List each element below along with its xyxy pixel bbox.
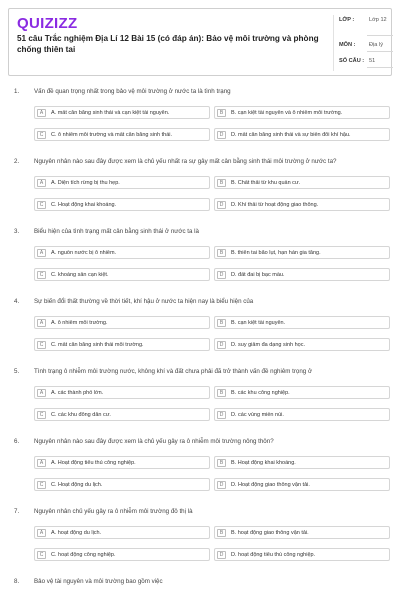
- option-letter: D: [217, 411, 226, 419]
- subject-label: MÔN :: [339, 42, 356, 48]
- count-value: 51: [369, 58, 376, 64]
- option-c[interactable]: [34, 338, 210, 351]
- question-text: Nguyên nhân nào sau đây được xem là chủ yếu nhất ra sự gây mất cân bằng sinh thái môi trường ở nước ta?: [34, 158, 337, 165]
- class-underline: [367, 35, 393, 36]
- option-b[interactable]: [214, 386, 390, 399]
- subject-value: Địa lý: [369, 42, 383, 48]
- class-value: Lớp 12: [369, 17, 387, 23]
- option-d[interactable]: [214, 128, 390, 141]
- option-text: A. Hoạt động tiểu thủ công nghiệp.: [51, 460, 136, 466]
- question-text: Bảo vệ tài nguyên và môi trường bao gồm việc: [34, 578, 163, 585]
- option-text: D. hoạt động tiểu thủ công nghiệp.: [231, 552, 316, 558]
- option-text: A. hoạt động du lịch.: [51, 530, 102, 536]
- option-letter: B: [217, 249, 226, 257]
- option-text: D. Hoạt động giao thông vận tải.: [231, 482, 310, 488]
- option-letter: C: [37, 271, 46, 279]
- option-letter: C: [37, 341, 46, 349]
- option-a[interactable]: [34, 526, 210, 539]
- option-text: A. nguồn nước bị ô nhiễm.: [51, 250, 117, 256]
- quizizz-logo[interactable]: QUIZIZZ: [17, 15, 78, 32]
- option-text: C. mất cân bằng sinh thái môi trường.: [51, 342, 144, 348]
- option-letter: A: [37, 179, 46, 187]
- option-b[interactable]: [214, 246, 390, 259]
- question-number: 4.: [14, 298, 20, 305]
- option-text: D. Khí thải từ hoạt động giao thông.: [231, 202, 319, 208]
- subject-underline: [367, 51, 393, 52]
- question-number: 3.: [14, 228, 20, 235]
- question-number: 1.: [14, 88, 20, 95]
- question-text: Vấn đề quan trọng nhất trong bảo vệ môi trường ở nước ta là tình trạng: [34, 88, 231, 95]
- option-text: D. suy giảm đa dạng sinh học.: [231, 342, 305, 348]
- option-d[interactable]: [214, 338, 390, 351]
- question-text: Sự biến đổi thất thường về thời tiết, khí hậu ở nước ta hiện nay là biểu hiện của: [34, 298, 254, 305]
- option-c[interactable]: [34, 128, 210, 141]
- option-letter: D: [217, 131, 226, 139]
- question-number: 5.: [14, 368, 20, 375]
- meta-divider: [333, 15, 334, 71]
- option-text: A. mất cân bằng sinh thái và cạn kiệt tài nguyên.: [51, 110, 170, 116]
- option-letter: D: [217, 481, 226, 489]
- option-b[interactable]: [214, 456, 390, 469]
- option-a[interactable]: [34, 246, 210, 259]
- question-number: 7.: [14, 508, 20, 515]
- option-letter: C: [37, 481, 46, 489]
- option-letter: A: [37, 319, 46, 327]
- option-a[interactable]: [34, 106, 210, 119]
- option-text: C. hoạt động công nghiệp.: [51, 552, 116, 558]
- option-d[interactable]: [214, 478, 390, 491]
- option-text: C. các khu đông dân cư.: [51, 412, 111, 418]
- option-c[interactable]: [34, 478, 210, 491]
- option-letter: A: [37, 529, 46, 537]
- option-text: D. đất đai bị bạc màu.: [231, 272, 285, 278]
- option-b[interactable]: [214, 526, 390, 539]
- option-text: A. Diện tích rừng bị thu hẹp.: [51, 180, 120, 186]
- worksheet-title: 51 câu Trắc nghiệm Địa Lí 12 Bài 15 (có đáp án): Bảo vệ môi trường và phòng chống thiên tai: [17, 34, 319, 54]
- question-text: Tình trạng ô nhiễm môi trường nước, không khí và đất chưa phải đã trở thành vấn đề nghiêm trọng ở: [34, 368, 313, 375]
- option-text: B. thiên tai bão lụt, hạn hán gia tăng.: [231, 250, 321, 256]
- option-c[interactable]: [34, 198, 210, 211]
- option-a[interactable]: [34, 456, 210, 469]
- option-letter: A: [37, 249, 46, 257]
- option-d[interactable]: [214, 408, 390, 421]
- option-text: B. cạn kiệt tài nguyên.: [231, 320, 286, 326]
- option-letter: C: [37, 201, 46, 209]
- option-b[interactable]: [214, 316, 390, 329]
- option-text: B. hoạt động giao thông vận tải.: [231, 530, 309, 536]
- option-letter: B: [217, 179, 226, 187]
- option-letter: C: [37, 411, 46, 419]
- question-text: Nguyên nhân chủ yếu gây ra ô nhiễm môi trường đô thị là: [34, 508, 193, 515]
- option-letter: B: [217, 319, 226, 327]
- option-c[interactable]: [34, 268, 210, 281]
- question-number: 8.: [14, 578, 20, 585]
- option-text: A. ô nhiễm môi trường.: [51, 320, 108, 326]
- option-letter: D: [217, 271, 226, 279]
- question-text: Biểu hiện của tình trạng mất cân bằng sinh thái ở nước ta là: [34, 228, 199, 235]
- question-number: 6.: [14, 438, 20, 445]
- question-number: 2.: [14, 158, 20, 165]
- class-label: LỚP :: [339, 17, 355, 23]
- option-text: B. các khu công nghiệp.: [231, 390, 290, 396]
- count-underline: [367, 67, 393, 68]
- option-text: C. Hoạt động du lịch.: [51, 482, 103, 488]
- count-label: SỐ CÂU :: [339, 58, 365, 64]
- option-letter: D: [217, 201, 226, 209]
- option-letter: B: [217, 109, 226, 117]
- option-text: B. Chất thải từ khu quần cư.: [231, 180, 301, 186]
- option-letter: A: [37, 109, 46, 117]
- option-letter: A: [37, 459, 46, 467]
- option-d[interactable]: [214, 268, 390, 281]
- option-text: D. các vùng miền núi.: [231, 412, 284, 418]
- question-text: Nguyên nhân nào sau đây được xem là chủ yếu gây ra ô nhiễm môi trường nông thôn?: [34, 438, 274, 445]
- option-letter: C: [37, 131, 46, 139]
- option-a[interactable]: [34, 386, 210, 399]
- option-d[interactable]: [214, 548, 390, 561]
- option-text: D. mất cân bằng sinh thái và sự biến đổi khí hậu.: [231, 132, 351, 138]
- option-letter: A: [37, 389, 46, 397]
- option-b[interactable]: [214, 176, 390, 189]
- option-letter: C: [37, 551, 46, 559]
- option-text: C. khoáng sản cạn kiệt.: [51, 272, 109, 278]
- option-letter: B: [217, 389, 226, 397]
- option-letter: D: [217, 551, 226, 559]
- option-c[interactable]: [34, 548, 210, 561]
- option-letter: B: [217, 529, 226, 537]
- option-b[interactable]: [214, 106, 390, 119]
- worksheet-header: [8, 8, 392, 76]
- option-a[interactable]: [34, 316, 210, 329]
- option-letter: D: [217, 341, 226, 349]
- option-a[interactable]: [34, 176, 210, 189]
- option-text: C. Hoạt động khai khoáng.: [51, 202, 117, 208]
- option-text: B. cạn kiệt tài nguyên và ô nhiễm môi trường.: [231, 110, 343, 116]
- option-text: C. ô nhiễm môi trường và mất cân bằng sinh thái.: [51, 132, 173, 138]
- option-c[interactable]: [34, 408, 210, 421]
- option-text: B. Hoạt động khai khoáng.: [231, 460, 296, 466]
- option-letter: B: [217, 459, 226, 467]
- option-d[interactable]: [214, 198, 390, 211]
- option-text: A. các thành phố lớn.: [51, 390, 104, 396]
